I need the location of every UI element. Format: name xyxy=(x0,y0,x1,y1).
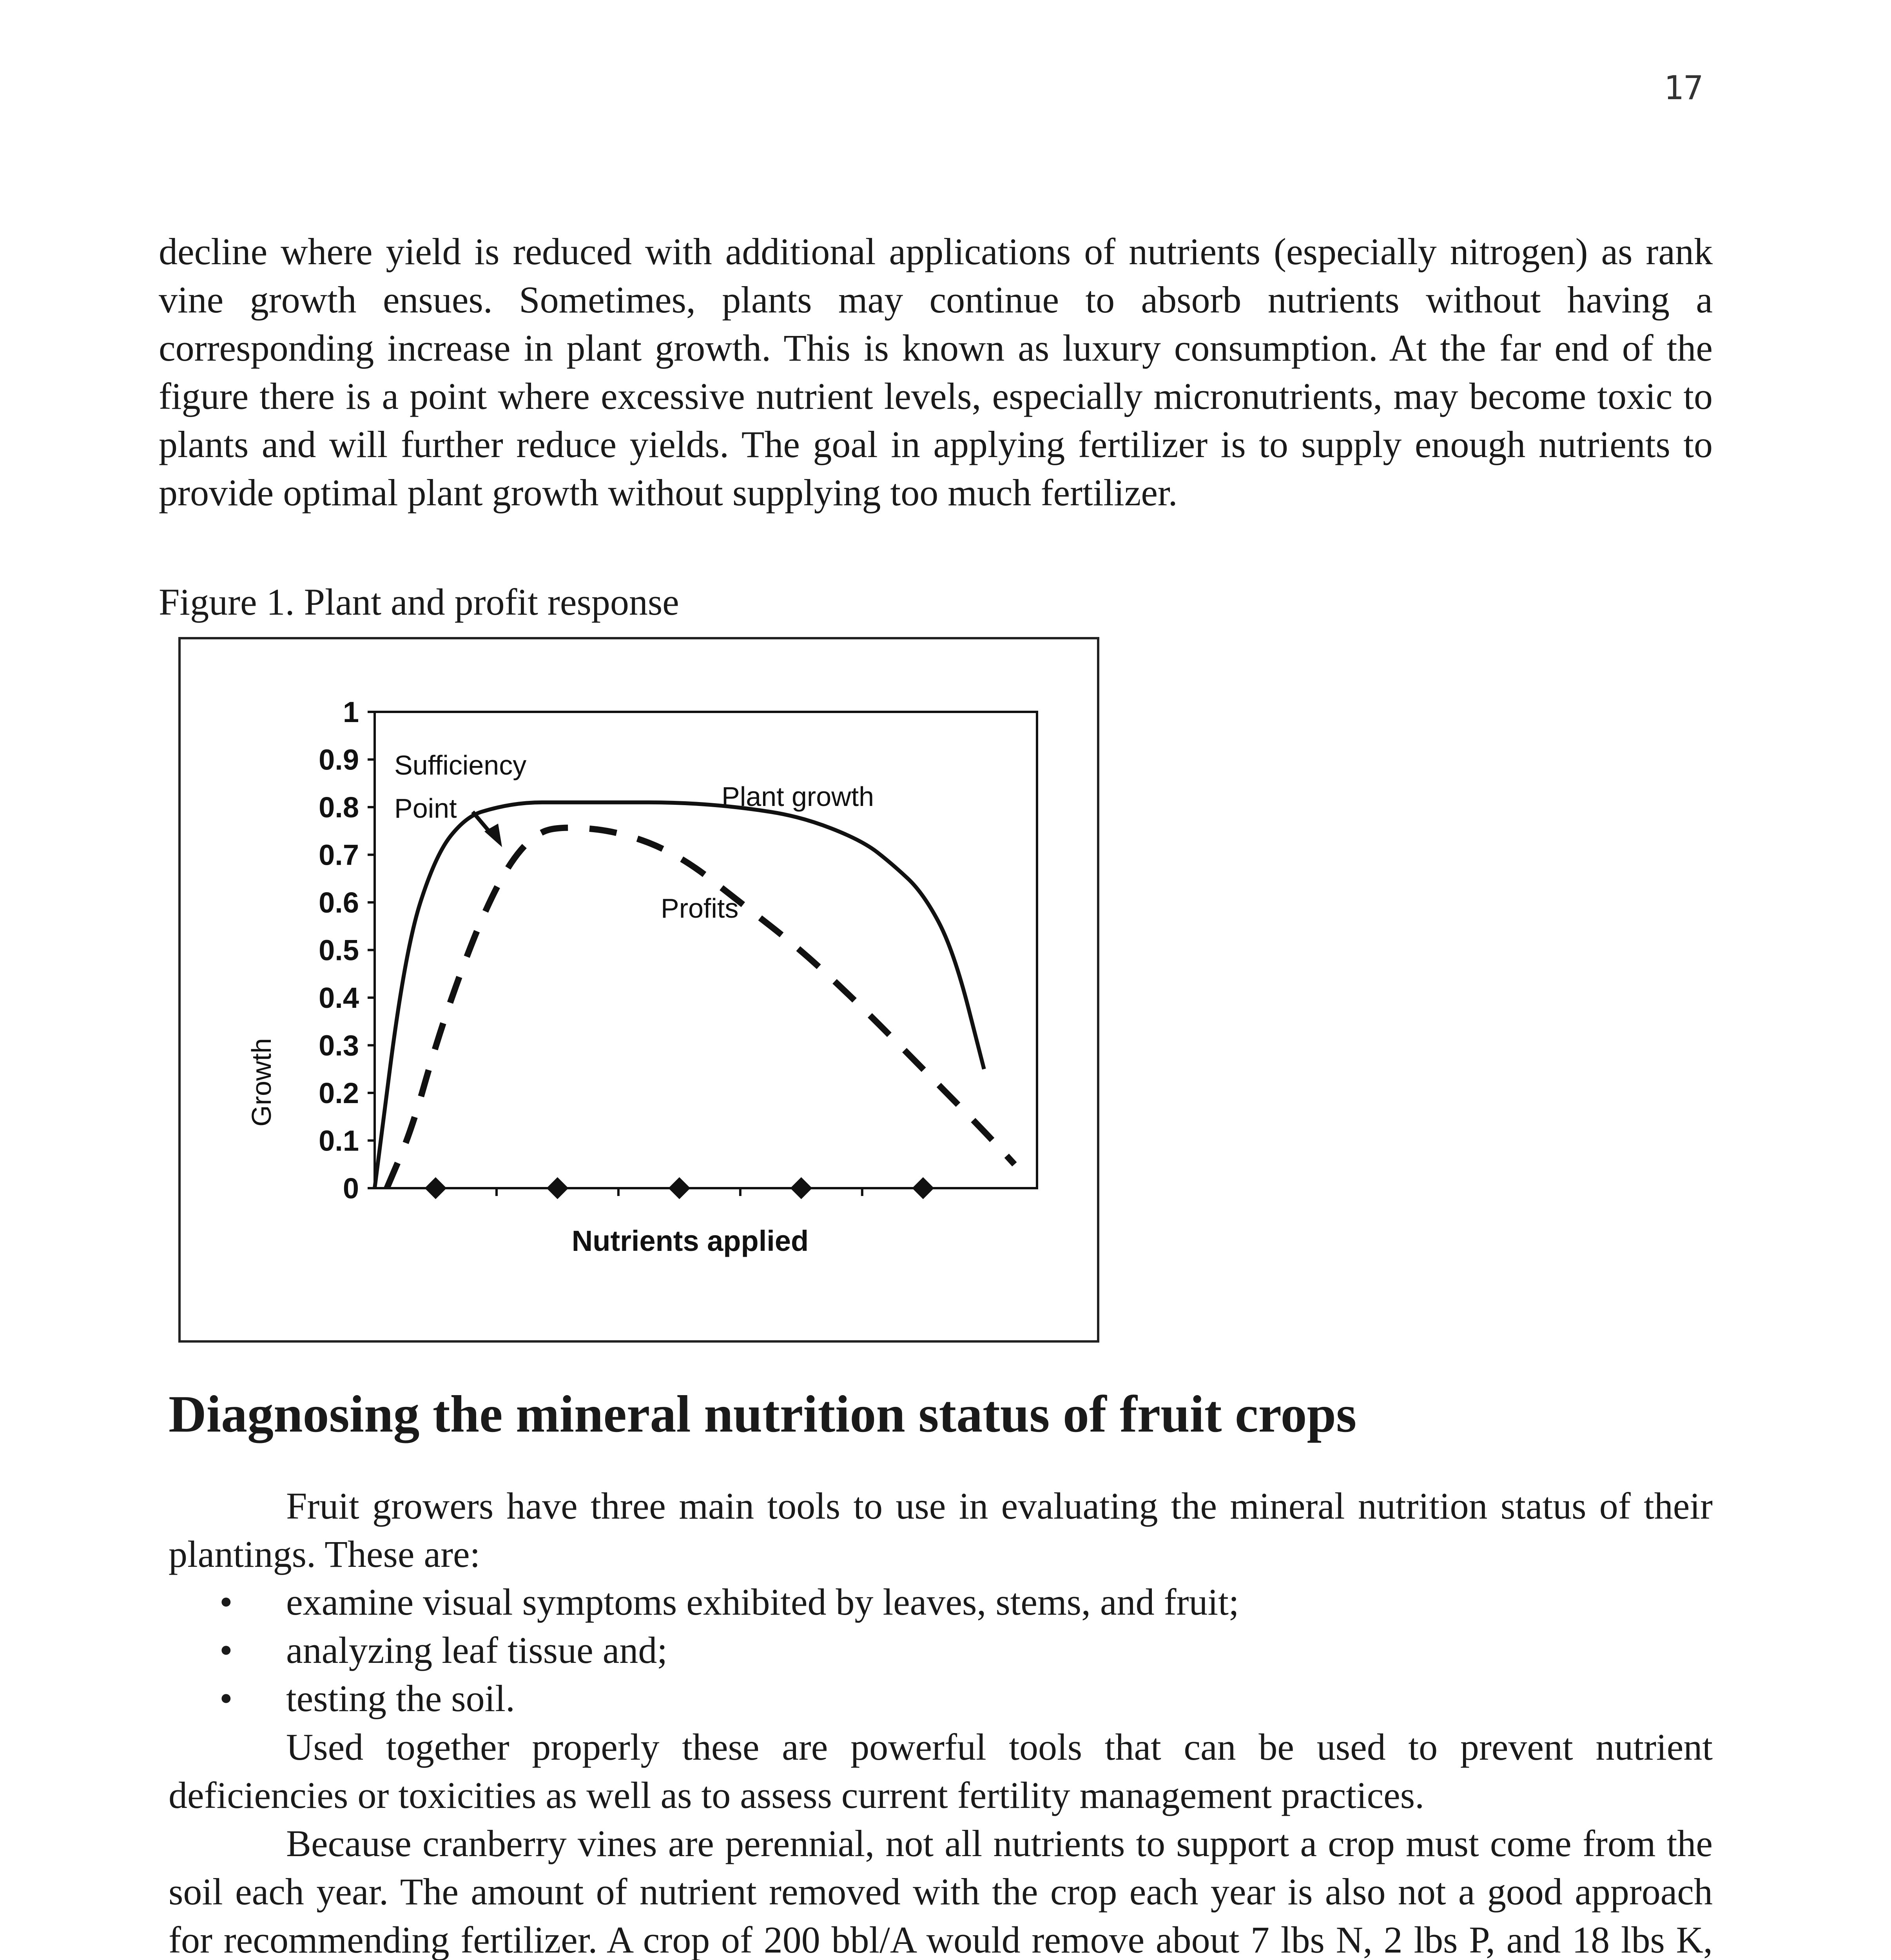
y-tick-label: 0.4 xyxy=(319,982,359,1014)
plant-growth-line xyxy=(375,802,984,1188)
x-marker xyxy=(424,1177,446,1199)
y-tick-label: 0.9 xyxy=(319,743,359,776)
intro-paragraph: decline where yield is reduced with additional applications of nutrients (especially nitrogen) as rank vine growth ensues. Sometimes, plants may continue to absorb nutrients without having a corresponding increase in plant growth. This is known as luxury consumption. At the far end of the figure there is a point where excessive nutrient levels, especially micronutrients, may become toxic to plants and will further reduce yields. The goal in applying fertilizer is to supply enough nutrients to provide optimal plant growth without supplying too much fertilizer. xyxy=(159,230,1713,514)
perennial-paragraph: Because cranberry vines are perennial, not all nutrients to support a crop must come from the soil each year. The amount of nutrient removed with the crop each year is also not a good approach for recommending fertilizer. A crop of 200 bbl/A would remove about 7 lbs N, 2 lbs P, and 18 lbs K, xyxy=(169,1822,1713,1960)
y-axis-ticks xyxy=(319,696,375,1205)
y-tick-label: 0.1 xyxy=(319,1124,359,1157)
figure-caption: Figure 1. Plant and profit response xyxy=(159,581,679,623)
section-heading: Diagnosing the mineral nutrition status of fruit crops xyxy=(169,1385,1357,1443)
x-marker xyxy=(668,1177,690,1199)
list-item xyxy=(219,1674,1239,1722)
y-tick-label: 0.3 xyxy=(319,1029,359,1062)
figure-frame xyxy=(178,637,1099,1343)
x-marker xyxy=(790,1177,812,1199)
list-item xyxy=(219,1626,1239,1674)
list-item-text: analyzing leaf tissue and; xyxy=(286,1629,667,1671)
point-label: Point xyxy=(394,793,457,824)
page-number: 17 xyxy=(1664,69,1704,107)
profits-label: Profits xyxy=(661,893,739,924)
y-axis-label: Growth xyxy=(246,1038,277,1127)
sufficiency-label: Sufficiency xyxy=(394,750,527,780)
bullet-icon: • xyxy=(219,1629,233,1671)
list-item-text: examine visual symptoms exhibited by leaves, stems, and fruit; xyxy=(286,1581,1239,1623)
profits-line xyxy=(387,828,1014,1188)
list-item xyxy=(219,1578,1239,1626)
used-together-paragraph: Used together properly these are powerful tools that can be used to prevent nutrient deficiencies or toxicities as well as to assess current fertility management practices. xyxy=(169,1726,1713,1816)
chart-series xyxy=(375,802,1015,1188)
plant-profit-chart xyxy=(181,639,1097,1340)
y-tick-label: 0.6 xyxy=(319,886,359,919)
y-tick-label: 0 xyxy=(343,1172,359,1205)
list-item-text: testing the soil. xyxy=(286,1677,515,1719)
y-tick-label: 0.5 xyxy=(319,934,359,967)
x-axis-label: Nutrients applied xyxy=(571,1225,809,1257)
chart-axes xyxy=(375,712,1037,1188)
x-marker xyxy=(912,1177,934,1199)
y-tick-label: 0.2 xyxy=(319,1077,359,1109)
plant-growth-label: Plant growth xyxy=(722,781,874,812)
bullet-icon: • xyxy=(219,1677,233,1719)
tools-intro-text: Fruit growers have three main tools to use in evaluating the mineral nutrition status of their plantings. These are: xyxy=(169,1485,1713,1575)
x-marker xyxy=(546,1177,568,1199)
y-tick-label: 0.7 xyxy=(319,838,359,871)
bullet-icon: • xyxy=(219,1581,233,1623)
y-tick-label: 1 xyxy=(343,696,359,728)
body-paragraphs xyxy=(169,1723,1713,1960)
tools-list xyxy=(219,1578,1239,1722)
y-tick-label: 0.8 xyxy=(319,791,359,824)
tools-intro-paragraph xyxy=(169,1482,1713,1578)
plot-area-border xyxy=(375,712,1037,1188)
